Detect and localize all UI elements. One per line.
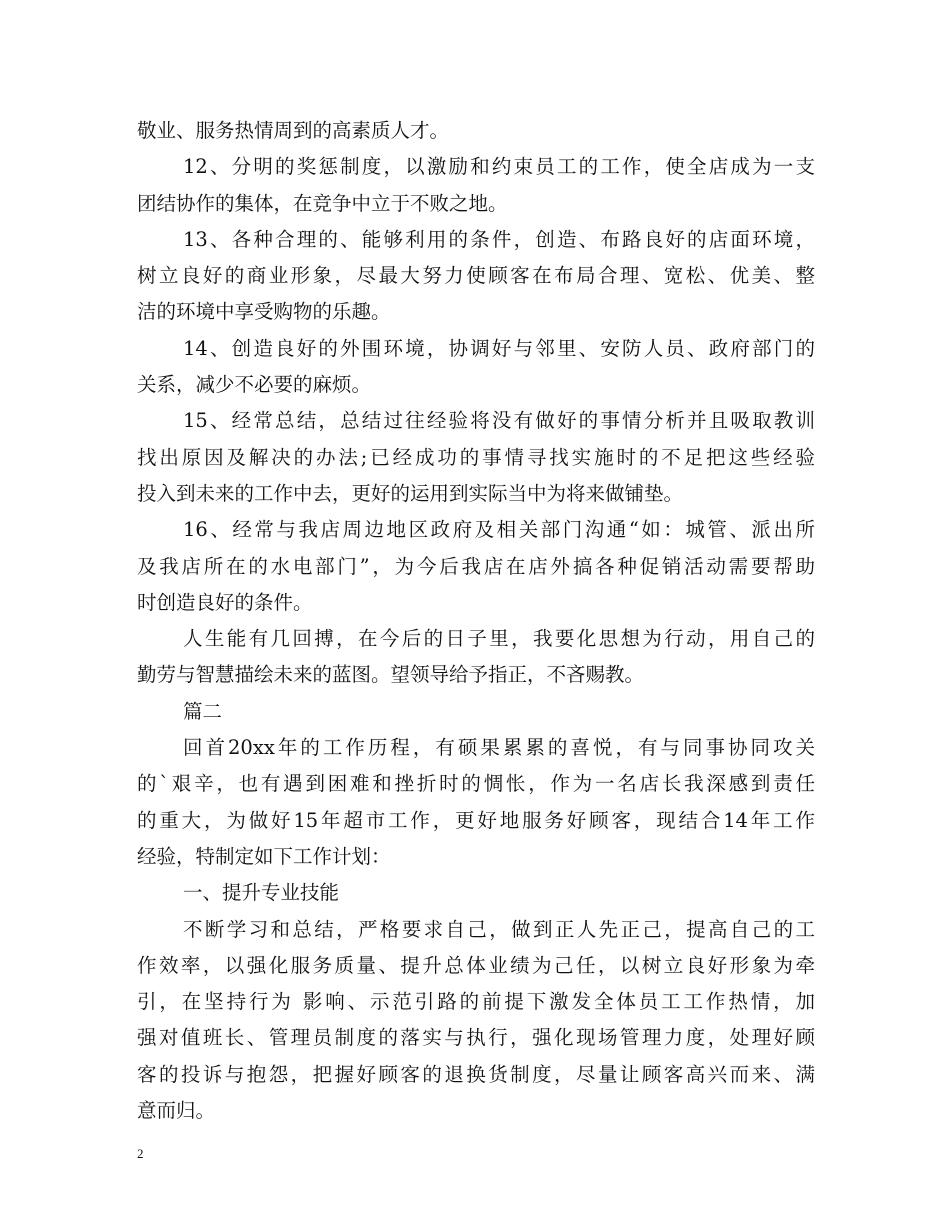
text-line: 13、各种合理的、能够利用的条件，创造、布路良好的店面环境， bbox=[183, 227, 815, 251]
text-line: 意而归。 bbox=[137, 1099, 216, 1123]
text-line: 敬业、服务热情周到的高素质人才。 bbox=[137, 119, 450, 142]
text-line: 团结协作的集体，在竞争中立于不败之地。 bbox=[137, 191, 508, 215]
text-line: 关系，减少不必要的麻烦。 bbox=[137, 373, 372, 397]
text-line: 的`艰辛，也有遇到困难和挫折时的惆怅，作为一名店长我深感到责任 bbox=[137, 772, 815, 796]
text-line: 引，在坚持行为 影响、示范引路的前提下激发全体员工工作热情，加 bbox=[137, 990, 815, 1014]
text-line: 找出原因及解决的办法;已经成功的事情寻找实施时的不足把这些经验 bbox=[137, 445, 815, 469]
text-line: 回首20xx年的工作历程，有硕果累累的喜悦，有与同事协同攻关 bbox=[183, 736, 815, 760]
text-line: 客的投诉与抱怨，把握好顾客的退换货制度，尽量让顾客高兴而来、满 bbox=[137, 1062, 815, 1086]
page-number: 2 bbox=[137, 1146, 144, 1161]
text-line: 的重大，为做好15年超市工作，更好地服务好顾客，现结合14年工作 bbox=[137, 808, 815, 832]
text-line: 作效率，以强化服务质量、提升总体业绩为己任，以树立良好形象为牵 bbox=[137, 953, 815, 977]
text-line: 人生能有几回搏，在今后的日子里，我要化思想为行动，用自己的 bbox=[183, 627, 815, 651]
text-line: 16、经常与我店周边地区政府及相关部门沟通“如：城管、派出所 bbox=[183, 518, 815, 542]
section-heading: 篇二 bbox=[183, 699, 223, 723]
text-line: 洁的环境中享受购物的乐趣。 bbox=[137, 300, 391, 324]
text-line: 经验，特制定如下工作计划： bbox=[137, 844, 391, 868]
text-line: 树立良好的商业形象，尽最大努力使顾客在布局合理、宽松、优美、整 bbox=[137, 264, 815, 288]
text-line: 勤劳与智慧描绘未来的蓝图。望领导给予指正，不吝赐教。 bbox=[137, 663, 645, 687]
text-line: 投入到未来的工作中去，更好的运用到实际当中为将来做铺垫。 bbox=[137, 481, 684, 505]
document-body bbox=[137, 113, 815, 1129]
text-line: 强对值班长、管理员制度的落实与执行，强化现场管理力度，处理好顾 bbox=[137, 1026, 815, 1050]
text-line: 不断学习和总结，严格要求自己，做到正人先正己，提高自己的工 bbox=[183, 917, 815, 941]
text-line: 15、经常总结，总结过往经验将没有做好的事情分析并且吸取教训 bbox=[183, 409, 815, 433]
text-line: 及我店所在的水电部门”，为今后我店在店外搞各种促销活动需要帮助 bbox=[137, 554, 815, 578]
text-line: 12、分明的奖惩制度，以激励和约束员工的工作，使全店成为一支 bbox=[183, 155, 815, 179]
text-line: 14、创造良好的外围环境，协调好与邻里、安防人员、政府部门的 bbox=[183, 336, 815, 360]
text-line: 时创造良好的条件。 bbox=[137, 590, 313, 614]
subsection-heading: 一、提升专业技能 bbox=[183, 881, 340, 905]
